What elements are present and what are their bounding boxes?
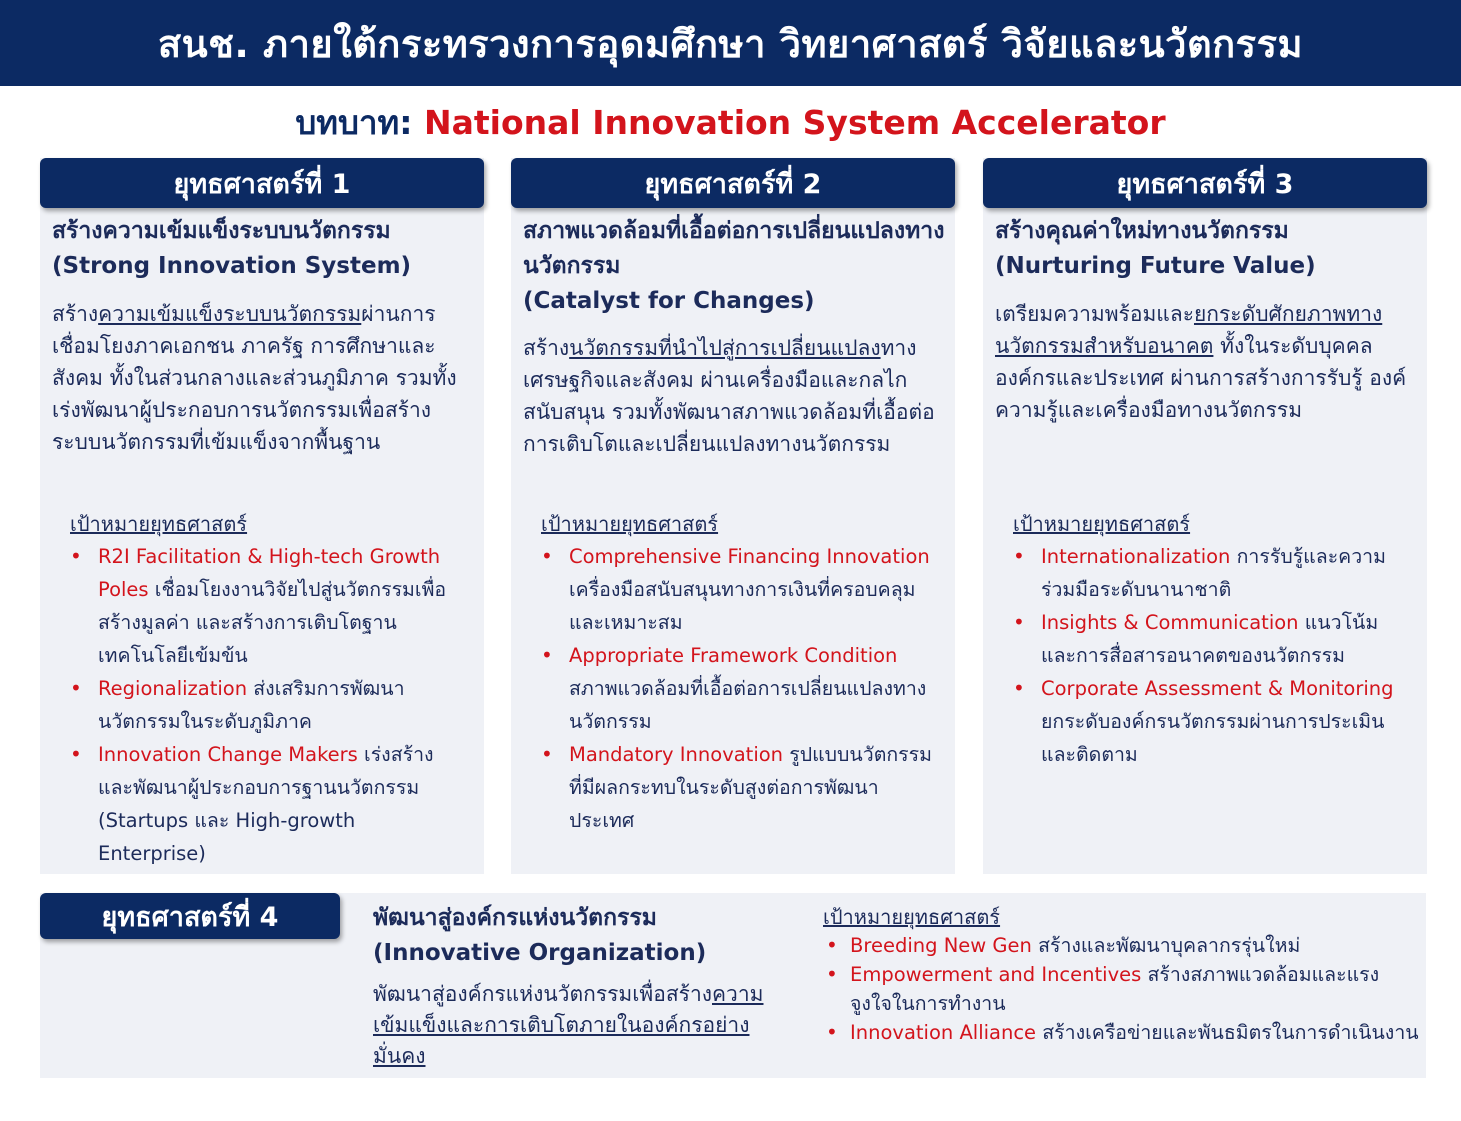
strategy-2-panel: [511, 158, 955, 874]
desc-underlined: นวัตกรรมที่นำไปสู่การเปลี่ยนแปลง: [569, 336, 881, 360]
goal-detail: แนวโน้มและการสื่อสารอนาคตของนวัตกรรม: [1041, 611, 1379, 667]
goal-item: [535, 540, 935, 639]
desc-underlined: ความเข้มแข็งและการเติบโตภายในองค์กรอย่างมั่นคง: [373, 982, 764, 1068]
desc-text: สร้าง: [52, 302, 99, 326]
strategy-2-title-th: สภาพแวดล้อมที่เอื้อต่อการเปลี่ยนแปลงทางนวัตกรรม: [523, 218, 945, 279]
goal-detail: ส่งเสริมการพัฒนานวัตกรรมในระดับภูมิภาค: [98, 677, 405, 733]
goal-detail: ยกระดับองค์กรนวัตกรรมผ่านการประเมินและติดตาม: [1041, 710, 1385, 766]
role-prefix: บทบาท:: [295, 103, 413, 142]
goal-title: Regionalization: [98, 677, 248, 700]
strategy-2-title-en: (Catalyst for Changes): [523, 288, 815, 314]
strategy-4-panel: [40, 893, 1426, 1078]
goal-detail: เร่งสร้างและพัฒนาผู้ประกอบการฐานนวัตกรรม (Startups และ High-growth Enterprise): [98, 743, 434, 865]
desc-text: ผ่านการเชื่อมโยงภาคเอกชน ภาครัฐ การศึกษาและสังคม ทั้งในส่วนกลางและส่วนภูมิภาค รวมทั้งเร่งพัฒนาผู้ประกอบการนวัตกรรมเพื่อสร้างระบบนวัตกรรมที่เข้มแข็งจากพื้นฐาน: [52, 302, 457, 454]
strategy-4-title-th: พัฒนาสู่องค์กรแห่งนวัตกรรม: [373, 905, 657, 931]
page-title-bar: [0, 0, 1461, 86]
goal-title: Breeding New Gen: [850, 934, 1032, 957]
strategy-4-goal-label: เป้าหมายยุทธศาสตร์: [823, 905, 1001, 929]
strategy-3-goal-list: [1007, 540, 1407, 771]
desc-underlined: ยกระดับศักยภาพทางนวัตกรรมสำหรับอนาคต: [995, 302, 1383, 358]
goal-item: [1007, 606, 1407, 672]
goal-title: Innovation Change Makers: [98, 743, 358, 766]
goal-detail: รูปแบบนวัตกรรมที่มีผลกระทบในระดับสูงต่อการพัฒนาประเทศ: [569, 743, 932, 832]
strategy-4-header: ยุทธศาสตร์ที่ 4: [40, 893, 340, 939]
goal-title: R2I Facilitation & High-tech Growth Poles: [98, 545, 441, 601]
strategy-3-title-en: (Nurturing Future Value): [995, 253, 1316, 279]
goal-item: [535, 738, 935, 837]
desc-text: ทั้งในระดับบุคคล องค์กรและประเทศ ผ่านการสร้างการรับรู้ องค์ความรู้และเครื่องมือทางนวัตกรรม: [995, 334, 1407, 422]
strategy-2-goal-list: [535, 540, 935, 837]
goal-item: [820, 931, 1420, 960]
desc-text: สร้าง: [523, 336, 570, 360]
desc-text: พัฒนาสู่องค์กรแห่งนวัตกรรมเพื่อสร้าง: [373, 982, 712, 1006]
goal-item: [535, 639, 935, 738]
strategy-1-description: [52, 298, 477, 458]
goal-title: Empowerment and Incentives: [850, 963, 1142, 986]
goal-detail: สร้างสภาพแวดล้อมและแรงจูงใจในการทำงาน: [850, 963, 1380, 1015]
goal-item: [820, 1018, 1420, 1047]
page-title: สนช. ภายใต้กระทรวงการอุดมศึกษา วิทยาศาสตร์ วิจัยและนวัตกรรม: [157, 21, 1304, 66]
goal-title: Innovation Alliance: [850, 1021, 1037, 1044]
strategy-3-goal-label: เป้าหมายยุทธศาสตร์: [1013, 512, 1191, 536]
strategy-2-header: ยุทธศาสตร์ที่ 2: [511, 158, 955, 208]
strategy-1-goal-list: [64, 540, 464, 870]
goal-item: [1007, 672, 1407, 771]
strategy-4-goal-list: [820, 931, 1420, 1047]
strategy-2-description: [523, 332, 948, 460]
strategy-3-title: [995, 214, 1420, 284]
strategy-4-title: [373, 901, 793, 971]
strategy-3-description: [995, 298, 1420, 426]
strategy-4-description: [373, 979, 793, 1072]
strategy-1-header: ยุทธศาสตร์ที่ 1: [40, 158, 484, 208]
goal-title: Insights & Communication: [1041, 611, 1299, 634]
goal-title: Appropriate Framework Condition: [569, 644, 898, 667]
desc-text: เตรียมความพร้อมและ: [995, 302, 1194, 326]
strategy-3-title-th: สร้างคุณค่าใหม่ทางนวัตกรรม: [995, 218, 1289, 244]
goal-title: Comprehensive Financing Innovation: [569, 545, 930, 568]
goal-title: Corporate Assessment & Monitoring: [1041, 677, 1394, 700]
goal-detail: การรับรู้และความร่วมมือระดับนานาชาติ: [1041, 545, 1386, 601]
goal-item: [64, 540, 464, 672]
strategy-1-title-th: สร้างความเข้มแข็งระบบนวัตกรรม: [52, 218, 391, 244]
goal-item: [64, 672, 464, 738]
role-line: [0, 96, 1461, 149]
goal-detail: เชื่อมโยงงานวิจัยไปสู่นวัตกรรมเพื่อสร้างมูลค่า และสร้างการเติบโตฐานเทคโนโลยีเข้มข้น: [98, 578, 447, 667]
desc-underlined: ความเข้มแข็งระบบนวัตกรรม: [98, 302, 362, 326]
goal-detail: สภาพแวดล้อมที่เอื้อต่อการเปลี่ยนแปลงทางนวัตกรรม: [569, 677, 927, 733]
strategy-1-panel: [40, 158, 484, 874]
strategy-1-title: [52, 214, 477, 284]
goal-detail: เครื่องมือสนับสนุนทางการเงินที่ครอบคลุมและเหมาะสม: [569, 578, 916, 634]
goal-item: [64, 738, 464, 870]
strategy-3-header: ยุทธศาสตร์ที่ 3: [983, 158, 1427, 208]
strategy-1-goal-label: เป้าหมายยุทธศาสตร์: [70, 512, 248, 536]
goal-detail: สร้างเครือข่ายและพันธมิตรในการดำเนินงาน: [1036, 1021, 1419, 1044]
goal-title: Mandatory Innovation: [569, 743, 784, 766]
strategy-1-title-en: (Strong Innovation System): [52, 253, 412, 279]
strategy-3-panel: [983, 158, 1427, 874]
goal-detail: สร้างและพัฒนาบุคลากรรุ่นใหม่: [1031, 934, 1301, 957]
strategy-2-title: [523, 214, 948, 319]
strategy-4-title-en: (Innovative Organization): [373, 940, 707, 966]
strategy-2-goal-label: เป้าหมายยุทธศาสตร์: [541, 512, 719, 536]
desc-text: ทางเศรษฐกิจและสังคม ผ่านเครื่องมือและกลไกสนับสนุน รวมทั้งพัฒนาสภาพแวดล้อมที่เอื้อต่อการเติบโตและเปลี่ยนแปลงทางนวัตกรรม: [523, 336, 935, 456]
goal-title: Internationalization: [1041, 545, 1231, 568]
goal-item: [1007, 540, 1407, 606]
role-value: National Innovation System Accelerator: [424, 103, 1166, 142]
goal-item: [820, 960, 1420, 1018]
